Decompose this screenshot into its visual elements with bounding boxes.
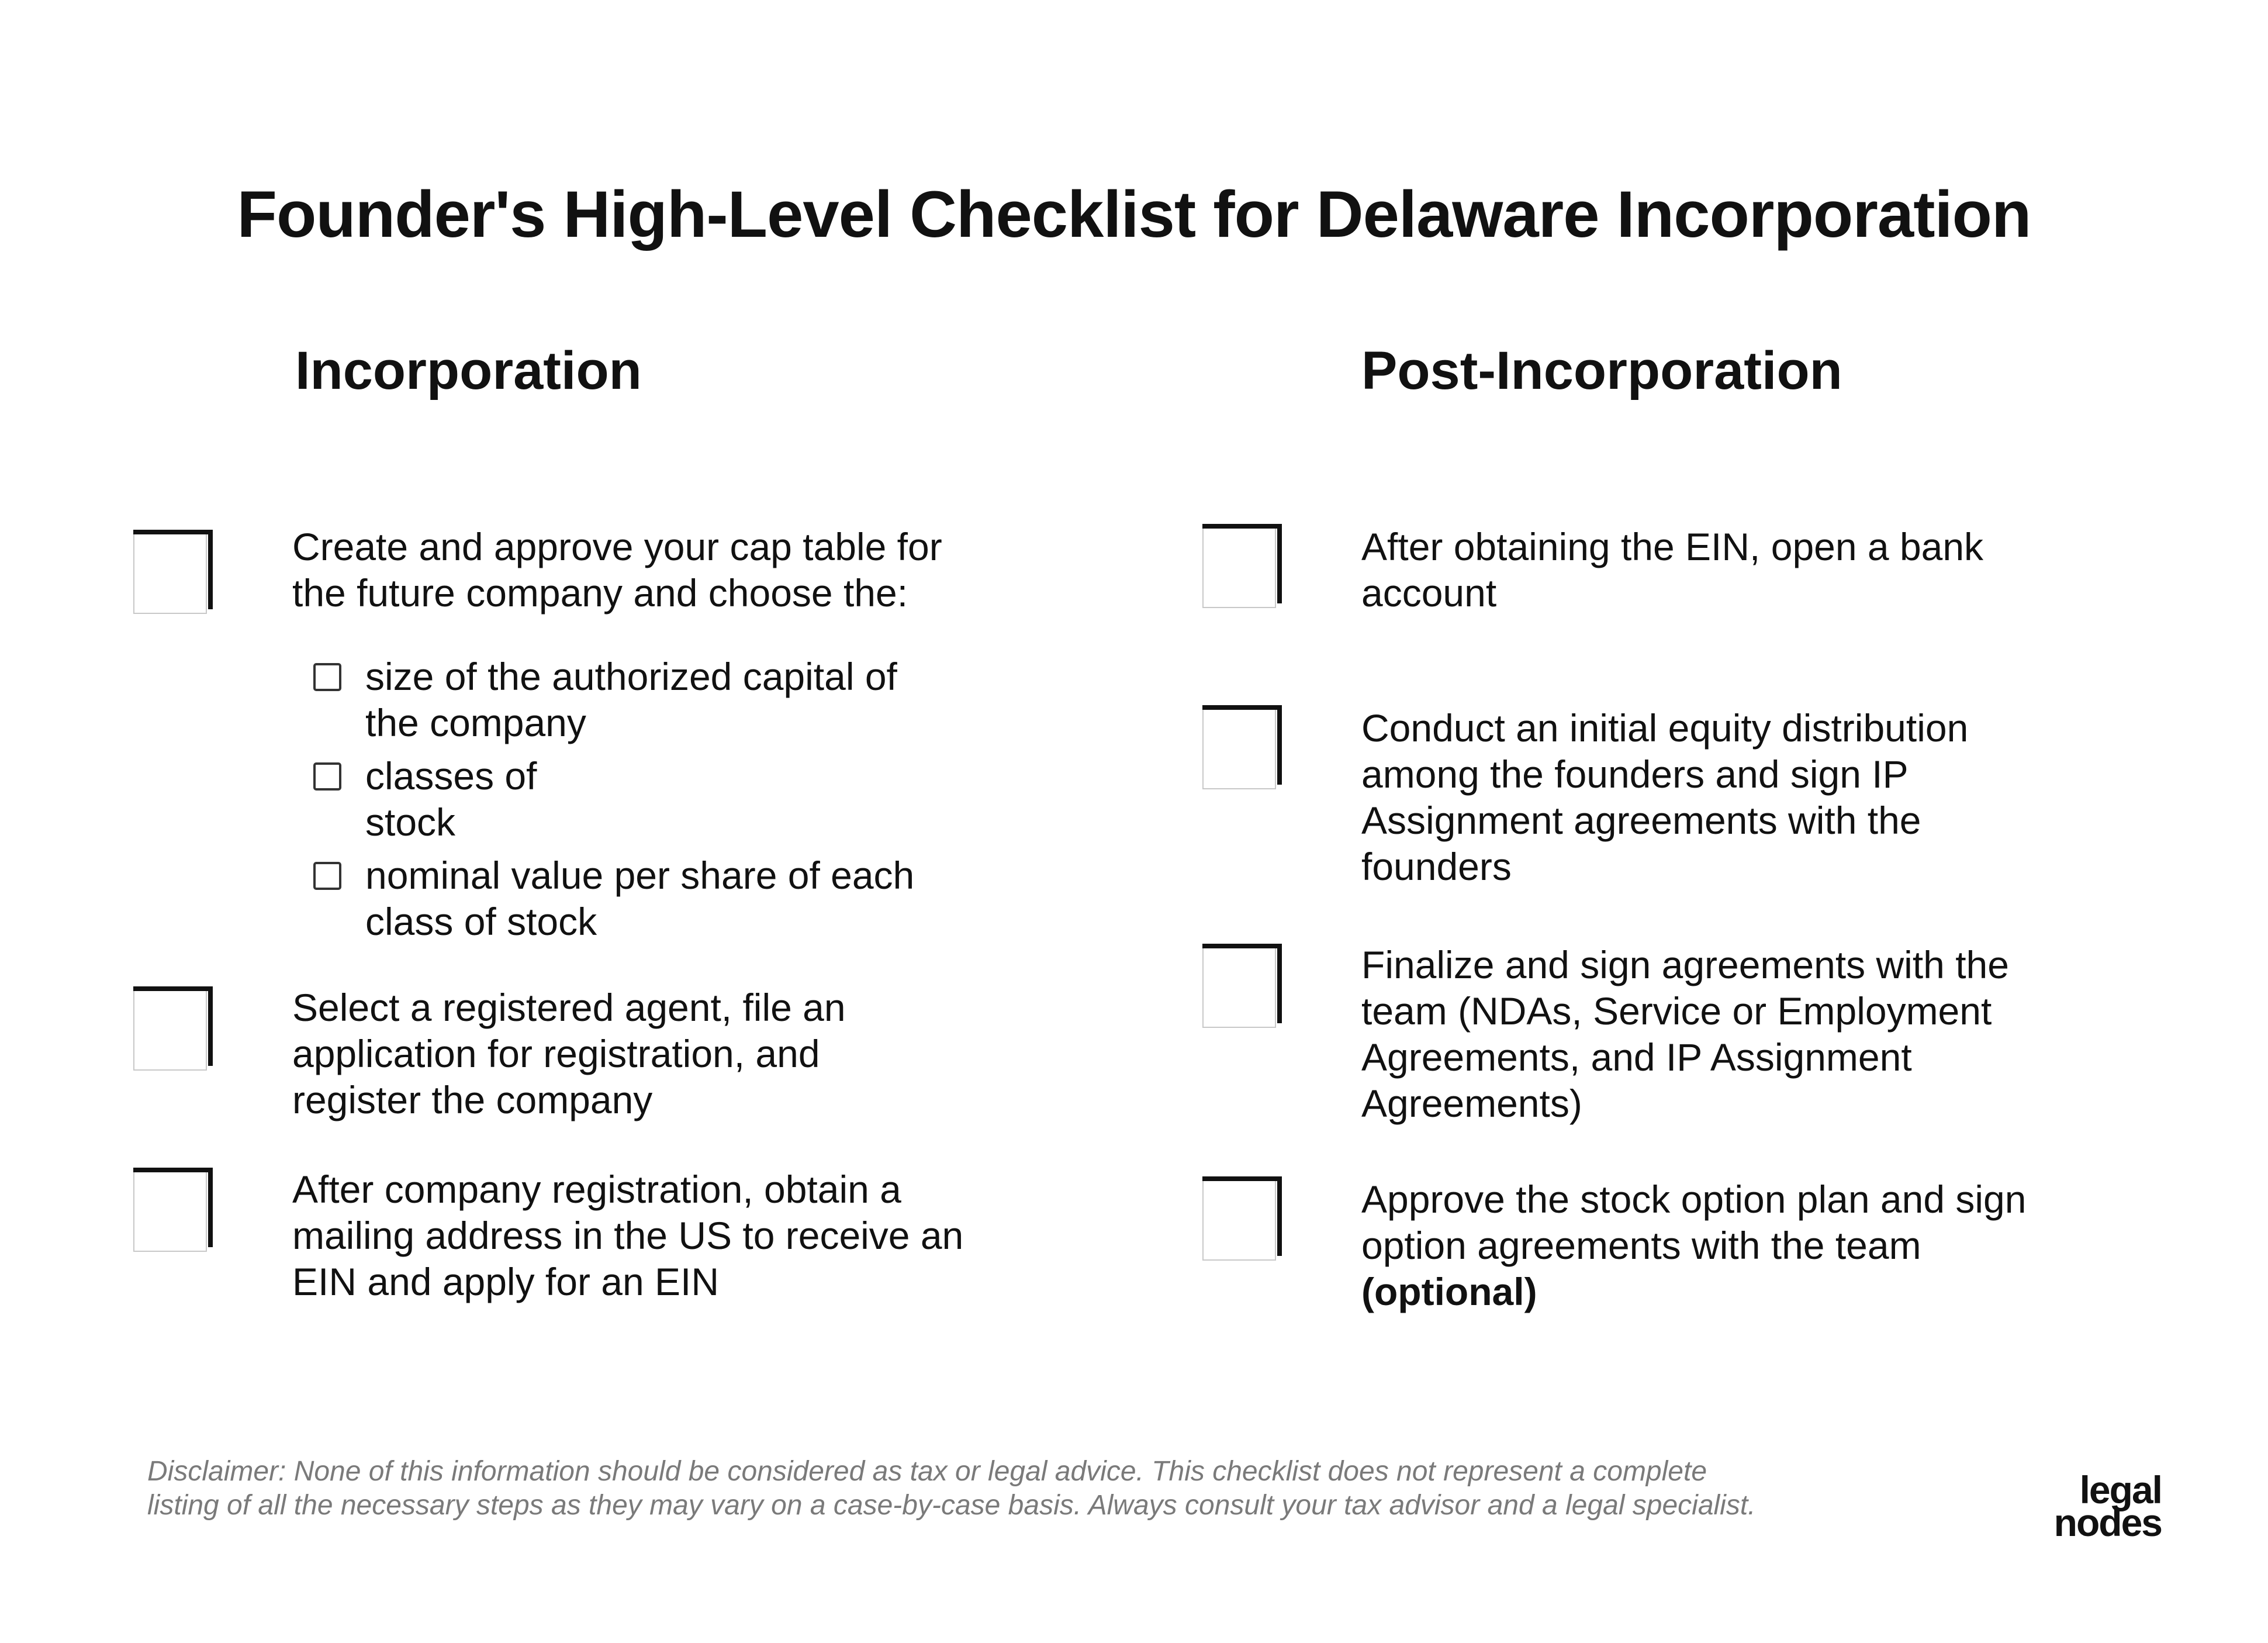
item-line: Agreements, and IP Assignment	[1361, 1035, 1912, 1079]
item-line: among the founders and sign IP	[1361, 753, 1909, 796]
sub-item-line: size of the authorized capital of	[365, 655, 897, 698]
item-line: Select a registered agent, file an	[292, 986, 846, 1029]
item-line: register the company	[292, 1078, 653, 1121]
sub-item-nominal-value	[365, 852, 1038, 945]
checklist-item-team-agreements	[1361, 942, 2139, 1127]
checklist-item-bank-account	[1361, 524, 2139, 616]
item-line: the future company and choose the:	[292, 571, 908, 615]
sub-item-line: class of stock	[365, 900, 597, 943]
logo-line-2: nodes	[2053, 1501, 2162, 1544]
item-line: After obtaining the EIN, open a bank	[1361, 525, 1984, 568]
sub-checkbox-classes-of-stock[interactable]	[313, 762, 341, 791]
checklist-item-stock-option-plan	[1361, 1176, 2139, 1315]
sub-item-line: stock	[365, 800, 456, 844]
sub-checkbox-authorized-capital[interactable]	[313, 663, 341, 691]
optional-label	[1361, 1269, 2139, 1315]
item-line: option agreements with the team	[1361, 1224, 1921, 1267]
page-title: Founder's High-Level Checklist for Delaware Incorporation	[237, 178, 2031, 251]
item-line: Assignment agreements with the	[1361, 799, 1921, 842]
checklist-item-mailing-address	[292, 1166, 1070, 1305]
item-line: account	[1361, 571, 1497, 615]
item-line: team (NDAs, Service or Employment	[1361, 989, 1992, 1033]
checklist-item-registered-agent	[292, 985, 1052, 1123]
sub-item-classes-of-stock	[365, 753, 1038, 845]
item-line: Agreements)	[1361, 1082, 1582, 1125]
item-line: Conduct an initial equity distribution	[1361, 706, 1969, 750]
logo-line-1: legal	[2079, 1468, 2162, 1511]
checkbox-team-agreements[interactable]	[1202, 947, 1276, 1028]
sub-item-line: nominal value per share of each	[365, 854, 915, 897]
item-line: After company registration, obtain a	[292, 1168, 901, 1211]
post-incorporation-heading: Post-Incorporation	[1361, 341, 1842, 401]
checklist-item-equity-distribution	[1361, 705, 2139, 890]
sub-item-line: the company	[365, 701, 586, 744]
disclaimer-line: Disclaimer: None of this information should be considered as tax or legal advice. This checklist does not represent a complete	[147, 1456, 1707, 1487]
sub-item-authorized-capital	[365, 654, 1038, 746]
checkbox-bank-account[interactable]	[1202, 527, 1276, 608]
disclaimer	[147, 1455, 1930, 1523]
item-line: Approve the stock option plan and sign	[1361, 1178, 2027, 1221]
checkbox-equity-distribution[interactable]	[1202, 709, 1276, 789]
checkbox-registered-agent[interactable]	[133, 990, 207, 1071]
item-line: EIN and apply for an EIN	[292, 1260, 720, 1303]
sub-checkbox-nominal-value[interactable]	[313, 862, 341, 890]
sub-item-line: classes of	[365, 754, 537, 798]
checkbox-stock-option-plan[interactable]	[1202, 1180, 1276, 1261]
item-line: mailing address in the US to receive an	[292, 1214, 964, 1257]
item-line: application for registration, and	[292, 1032, 820, 1075]
checklist-item-cap-table	[292, 524, 1052, 616]
optional-label-text: (optional)	[1361, 1270, 1537, 1313]
item-line: Create and approve your cap table for	[292, 525, 942, 568]
checkbox-mailing-address[interactable]	[133, 1171, 207, 1252]
incorporation-heading: Incorporation	[295, 341, 642, 401]
item-line: founders	[1361, 845, 1512, 888]
item-line: Finalize and sign agreements with the	[1361, 943, 2009, 986]
checkbox-cap-table[interactable]	[133, 533, 207, 614]
disclaimer-line: listing of all the necessary steps as they may vary on a case-by-case basis. Always consult your tax advisor and a legal specialist.	[147, 1490, 1756, 1521]
legal-nodes-logo	[2039, 1468, 2162, 1544]
